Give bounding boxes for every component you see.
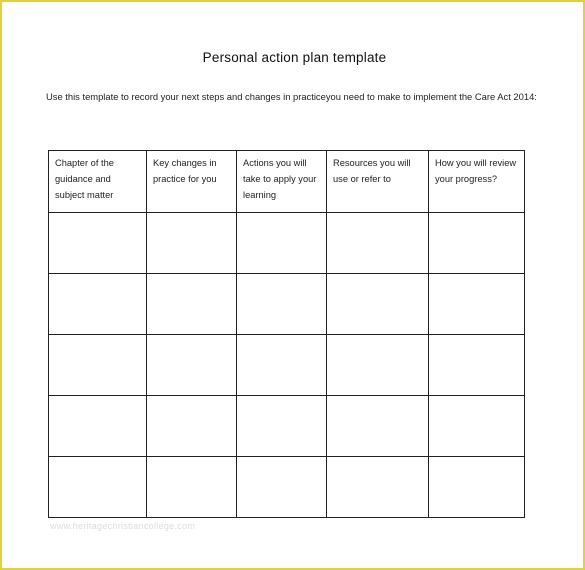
table-cell[interactable] (49, 274, 147, 335)
table-header-row (49, 151, 525, 213)
table-cell[interactable] (237, 274, 327, 335)
table-cell[interactable] (327, 274, 429, 335)
table-cell[interactable] (49, 213, 147, 274)
table-cell[interactable] (327, 335, 429, 396)
table-cell[interactable] (429, 457, 525, 518)
document-title: Personal action plan template (202, 50, 387, 65)
action-plan-table (48, 150, 525, 518)
table-cell[interactable] (327, 213, 429, 274)
table-cell[interactable] (429, 335, 525, 396)
table-cell[interactable] (49, 335, 147, 396)
table-cell[interactable] (49, 457, 147, 518)
table-row (49, 274, 525, 335)
header-chapter: Chapter of the guidance and subject matter (49, 151, 147, 213)
table-cell[interactable] (49, 396, 147, 457)
table-cell[interactable] (237, 457, 327, 518)
table-cell[interactable] (147, 213, 237, 274)
table-cell[interactable] (237, 213, 327, 274)
table-cell[interactable] (327, 457, 429, 518)
watermark: www.heritagechristiancollege.com (50, 521, 196, 531)
table-cell[interactable] (147, 335, 237, 396)
table-cell[interactable] (429, 274, 525, 335)
table-cell[interactable] (147, 274, 237, 335)
header-key-changes: Key changes in practice for you (147, 151, 237, 213)
table-row (49, 335, 525, 396)
header-actions: Actions you will take to apply your learning (237, 151, 327, 213)
table-cell[interactable] (237, 335, 327, 396)
table-cell[interactable] (327, 396, 429, 457)
table-cell[interactable] (237, 396, 327, 457)
table-row (49, 213, 525, 274)
table-cell[interactable] (429, 396, 525, 457)
instruction-text: Use this template to record your next steps and changes in practiceyou need to make to implement the Care Act 2014: (46, 91, 537, 102)
header-resources: Resources you will use or refer to (327, 151, 429, 213)
header-review: How you will review your progress? (429, 151, 525, 213)
table-cell[interactable] (429, 213, 525, 274)
table-row (49, 457, 525, 518)
table-cell[interactable] (147, 396, 237, 457)
table-row (49, 396, 525, 457)
table-cell[interactable] (147, 457, 237, 518)
